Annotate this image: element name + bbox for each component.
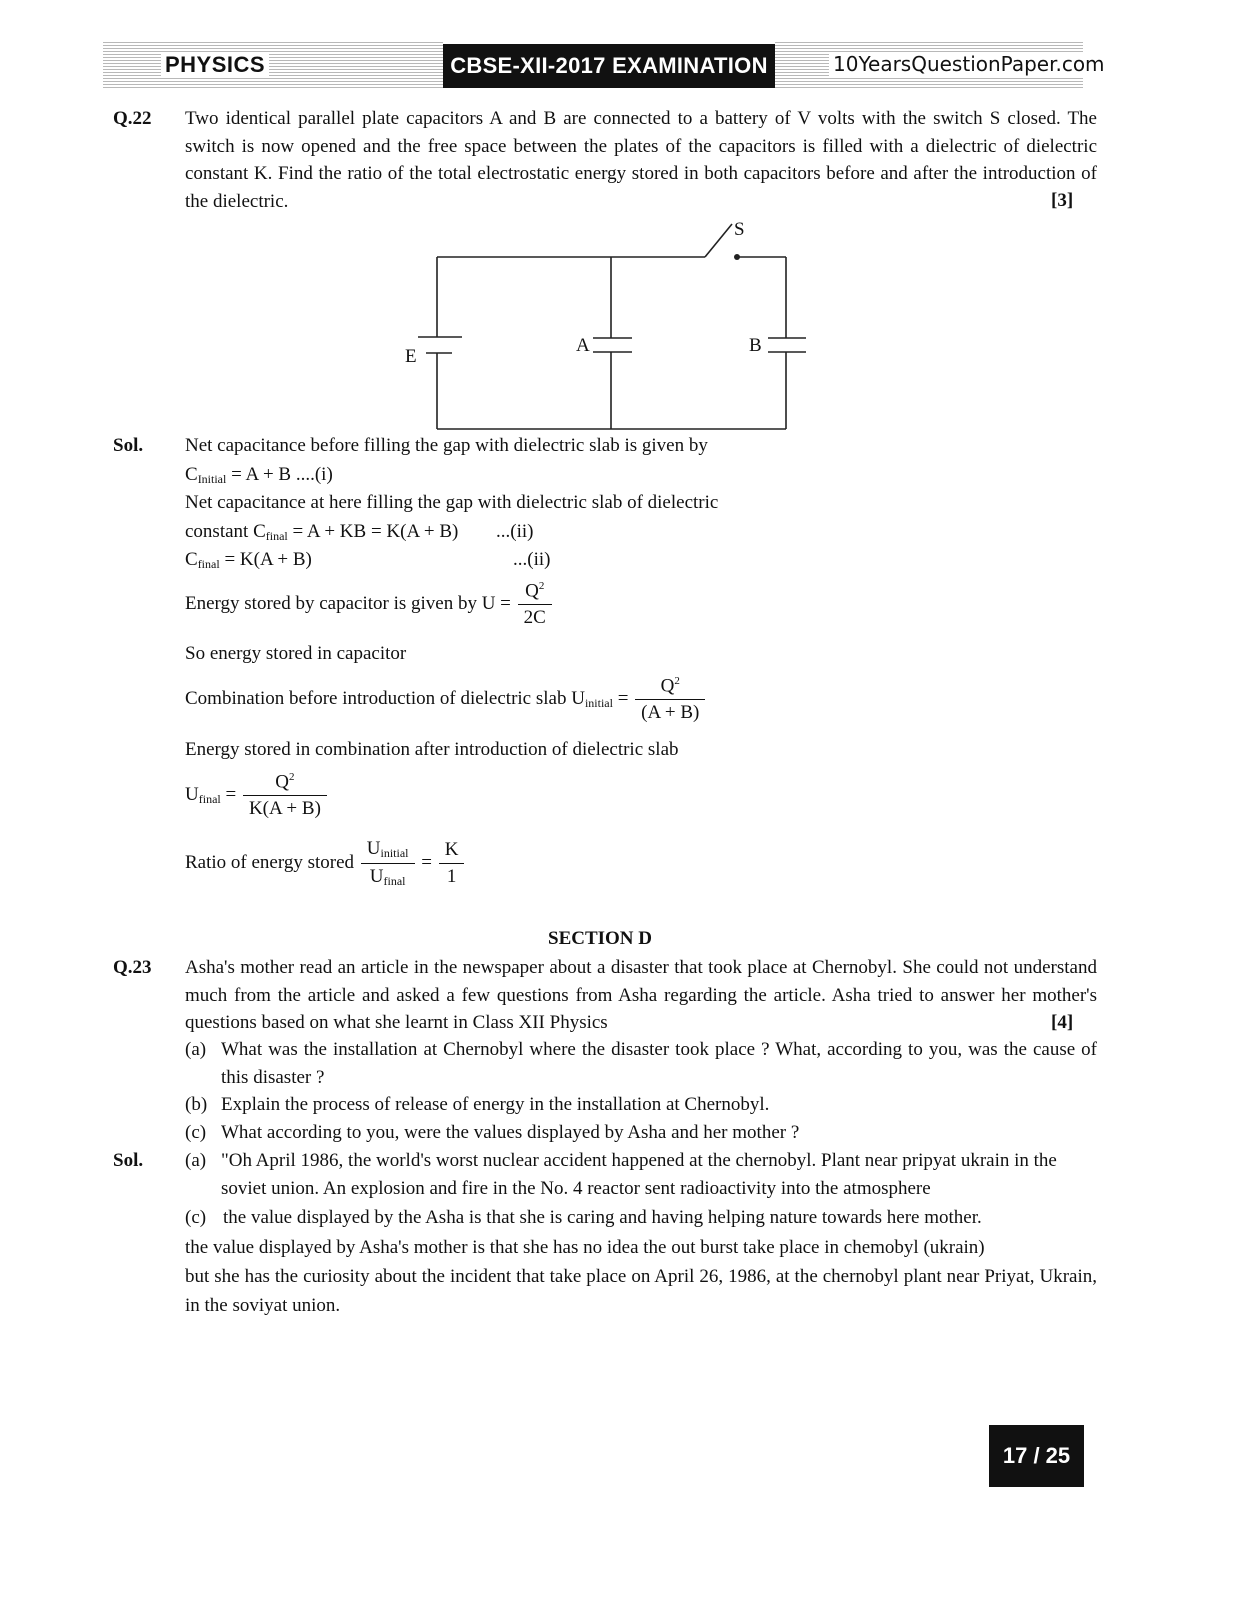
after-line: Energy stored in combination after introduction of dielectric slab xyxy=(185,739,679,760)
q23-marks: [4] xyxy=(1051,1012,1074,1033)
q23-text: Asha's mother read an article in the newspaper about a disaster that took place at Chernobyl. She could not understand much from the article and asked a few questions from Asha regarding the article. Asha tried to answer her mother's questions based on what she learnt in Class XII Physics xyxy=(185,957,1097,1033)
page-number: 17 / 25 xyxy=(989,1425,1084,1487)
cap-a-label: A xyxy=(576,335,590,356)
u-initial-fraction: $\frac{Q^2}{(A + B)}$ xyxy=(635,675,705,724)
u-initial-formula: Combination before introduction of dielectric slab $U_{initial}$ = $\frac{Q^2}{(A + B)}$ xyxy=(185,675,707,724)
ratio-formula: Ratio of energy stored $\frac{U_{initial}}{U_{final}}$ = $\frac{K}{1}$ xyxy=(185,838,466,889)
q22-marks: [3] xyxy=(1051,190,1074,211)
q23-label: Q.23 xyxy=(113,957,152,978)
energy-formula: Energy stored by capacitor is given by U = $\frac{Q^2}{2C}$ xyxy=(185,580,554,629)
sol23-para2: but she has the curiosity about the incident that take place on April 26, 1986, at the chernobyl plant near Priyat, Ukrain, in the soviyat union. xyxy=(185,1266,1097,1316)
switch-lever xyxy=(705,224,732,257)
switch-contact xyxy=(734,254,740,260)
q23-part-c: (c) What according to you, were the values displayed by Asha and her mother ? xyxy=(185,1122,800,1143)
ratio-rhs-fraction: $\frac{K}{1}$ xyxy=(439,839,465,888)
ratio-lhs-fraction: $\frac{U_{initial}}{U_{final}}$ xyxy=(361,838,415,889)
u-final-fraction: $\frac{Q^2}{K(A + B)}$ xyxy=(243,771,327,820)
sol22-line4: constant $C_{final} = A$ + KB = K(A + B) xyxy=(185,521,459,543)
sol22-line4-ref: ...(ii) xyxy=(496,521,534,542)
cap-b-label: B xyxy=(749,335,762,356)
sol22-line1: Net capacitance before filling the gap with dielectric slab is given by xyxy=(185,435,708,456)
sol22-line5: $C_{final} = K(A + B)$ xyxy=(185,549,312,571)
sol23-label: Sol. xyxy=(113,1150,144,1171)
u-final-formula: $U_{final}$ = $\frac{Q^2}{K(A + B)}$ xyxy=(185,771,329,820)
circuit-diagram xyxy=(380,210,830,440)
sol22-line2: $C_{Initial} = A + B$ ....(i) xyxy=(185,464,333,486)
q22-label: Q.22 xyxy=(113,108,152,129)
page-header xyxy=(103,42,1105,92)
so-energy-line: So energy stored in capacitor xyxy=(185,643,407,664)
header-exam-title: CBSE-XII-2017 EXAMINATION xyxy=(443,44,775,88)
sol22-line5-ref: ...(ii) xyxy=(513,549,551,570)
q22-text: Two identical parallel plate capacitors A and B are connected to a battery of V volts with the switch S closed. The switch is now opened and the free space between the plates of the capacitors is filled with a dielectric of dielectric constant K. Find the ratio of the total electrostatic energy stored in both capacitors before and after the introduction of the dielectric. xyxy=(185,108,1097,212)
sol23-part-c: (c) the value displayed by the Asha is that she is caring and having helping nature towards here mother. xyxy=(185,1207,982,1228)
sol22-label: Sol. xyxy=(113,435,144,456)
battery-label: E xyxy=(405,346,417,367)
sol23-para1: the value displayed by Asha's mother is that she has no idea the out burst take place in chemobyl (ukrain) xyxy=(185,1237,985,1258)
sol22-line3: Net capacitance at here filling the gap with dielectric slab of dielectric xyxy=(185,492,719,513)
q23-part-b: (b) Explain the process of release of energy in the installation at Chernobyl. xyxy=(185,1094,770,1115)
header-stripes-left xyxy=(103,42,443,90)
section-heading: SECTION D xyxy=(548,928,652,949)
sol23-part-a: (a) "Oh April 1986, the world's worst nuclear accident happened at the chernobyl. Plant near pripyat ukrain in the soviet union. An explosion and fire in the No. 4 reactor sent radioactivity into the atmosphere xyxy=(185,1150,1057,1199)
header-site: 10YearsQuestionPaper.com xyxy=(829,52,1109,76)
energy-fraction: $\frac{Q^2}{2C}$ xyxy=(518,580,552,629)
switch-label: S xyxy=(734,219,745,240)
header-subject: PHYSICS xyxy=(161,52,269,78)
q23-part-a: (a) What was the installation at Chernobyl where the disaster took place ? What, according to you, was the cause of this disaster ? xyxy=(185,1039,1097,1088)
